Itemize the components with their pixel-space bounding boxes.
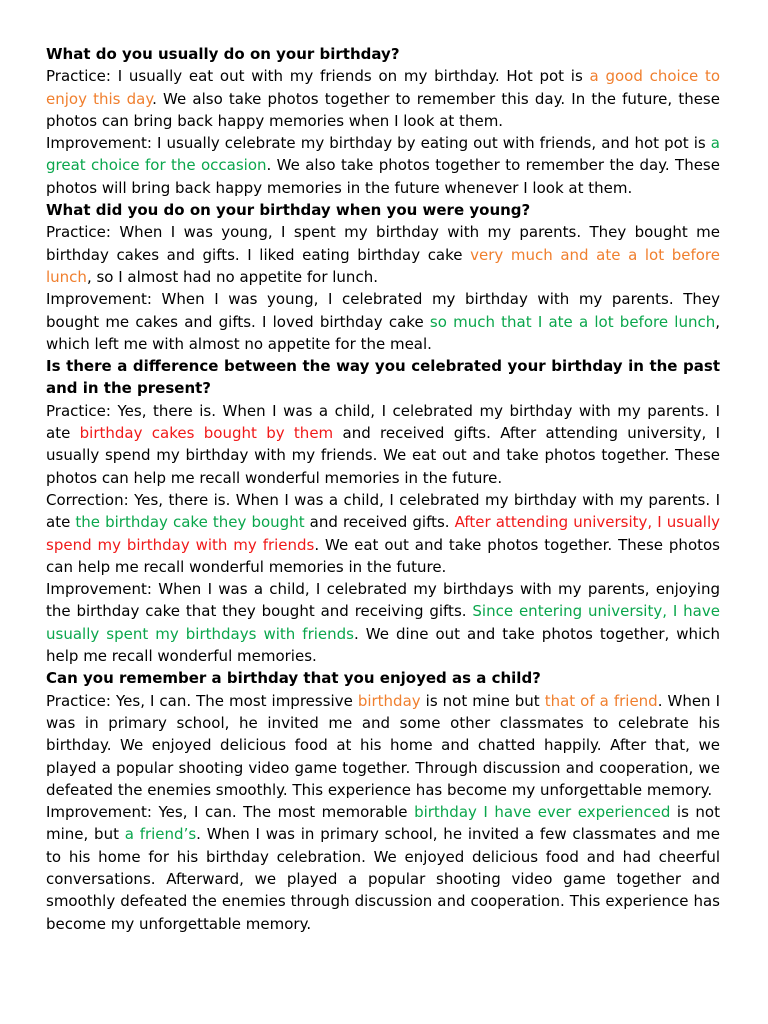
highlighted-phrase: that of a friend	[544, 691, 658, 710]
text-segment: . We eat out and take photos together. These photos can help me recall wonderful memories in the future.	[46, 535, 720, 576]
text-segment: Improvement: I usually celebrate my birthday by eating out with friends, and hot pot is	[46, 134, 711, 153]
text-segment: , which left me with almost no appetite for the meal.	[46, 312, 720, 353]
error-phrase: After attending university, I usually spend my birthday with my friends	[46, 513, 720, 554]
improvement-paragraph	[46, 132, 720, 199]
practice-paragraph	[46, 65, 720, 132]
text-segment: and received gifts.	[304, 513, 455, 532]
text-segment: Practice: Yes, there is. When I was a child, I celebrated my birthday with my parents. I ate	[46, 401, 720, 443]
question-heading: What do you usually do on your birthday?	[46, 45, 400, 63]
correction-paragraph	[46, 489, 720, 578]
question-heading: What did you do on your birthday when you were young?	[46, 201, 531, 220]
highlighted-phrase: a great choice for the occasion	[46, 134, 720, 175]
practice-paragraph	[46, 690, 720, 801]
question-heading: Can you remember a birthday that you enjoyed as a child?	[46, 669, 541, 688]
text-segment: . We also take photos together to remember the day. These photos will bring back happy memories in the future whenever I look at them.	[46, 156, 720, 197]
practice-paragraph	[46, 400, 720, 489]
highlighted-phrase: so much that I ate a lot before lunch	[429, 312, 716, 331]
highlighted-phrase: birthday	[357, 691, 421, 710]
text-segment: Correction: Yes, there is. When I was a child, I celebrated my birthday with my parents. I ate	[46, 490, 720, 532]
text-segment: . When I was in primary school, he invited a few classmates and me to his home for his birthday celebration. We enjoyed delicious food and had cheerful conversations. Afterward, we played a popular shooting video game together and smoothly defeated the enemies through discussion and cooperation. This experience has become my unforgettable memory.	[46, 825, 720, 933]
document-page	[46, 43, 720, 935]
text-segment: . We also take photos together to remember this day. In the future, these photos can bring back happy memories when I look at them.	[46, 89, 720, 130]
highlighted-phrase: a good choice to enjoy this day	[46, 67, 721, 108]
text-segment: is not mine, but	[46, 803, 720, 844]
text-segment: . When I was in primary school, he invited me and some other classmates to celebrate his birthday. We enjoyed delicious food at his home and chatted happily. After that, we played a popular shooting video game together. Through discussion and cooperation, we defeated the enemies smoothly. This experience has become my unforgettable memory.	[46, 691, 720, 799]
highlighted-phrase: Since entering university, I have usually spent my birthdays with friends	[46, 602, 720, 643]
text-segment: Improvement: Yes, I can. The most memorable	[46, 803, 415, 822]
text-segment: is not mine but	[420, 691, 545, 710]
highlighted-phrase: birthday I have ever experienced	[414, 803, 671, 822]
highlighted-phrase: a friend’s	[124, 825, 197, 844]
text-segment: , so I almost had no appetite for lunch.	[86, 267, 378, 286]
text-segment: Practice: I usually eat out with my friends on my birthday. Hot pot is	[46, 67, 590, 86]
text-segment: Practice: Yes, I can. The most impressive	[46, 691, 358, 710]
error-phrase: birthday cakes bought by them	[79, 424, 334, 443]
improvement-paragraph	[46, 801, 720, 935]
improvement-paragraph	[46, 578, 720, 667]
text-segment: Improvement: When I was young, I celebrated my birthday with my parents. They bought me cakes and gifts. I loved birthday cake	[46, 290, 720, 331]
question-heading: Is there a difference between the way you celebrated your birthday in the past and in the present?	[46, 357, 720, 398]
highlighted-phrase: the birthday cake they bought	[75, 513, 305, 532]
text-segment: Practice: When I was young, I spent my birthday with my parents. They bought me birthday cakes and gifts. I liked eating birthday cake	[46, 223, 720, 264]
text-segment: Improvement: When I was a child, I celebrated my birthdays with my parents, enjoying the birthday cake that they bought and receiving gifts.	[46, 580, 720, 621]
highlighted-phrase: very much and ate a lot before lunch	[46, 245, 720, 286]
improvement-paragraph	[46, 288, 720, 355]
text-segment: . We dine out and take photos together, which help me recall wonderful memories.	[46, 624, 720, 666]
practice-paragraph	[46, 221, 720, 288]
text-segment: and received gifts. After attending university, I usually spend my birthday with my friends. We eat out and take photos together. These photos can help me recall wonderful memories in the future.	[46, 424, 720, 487]
